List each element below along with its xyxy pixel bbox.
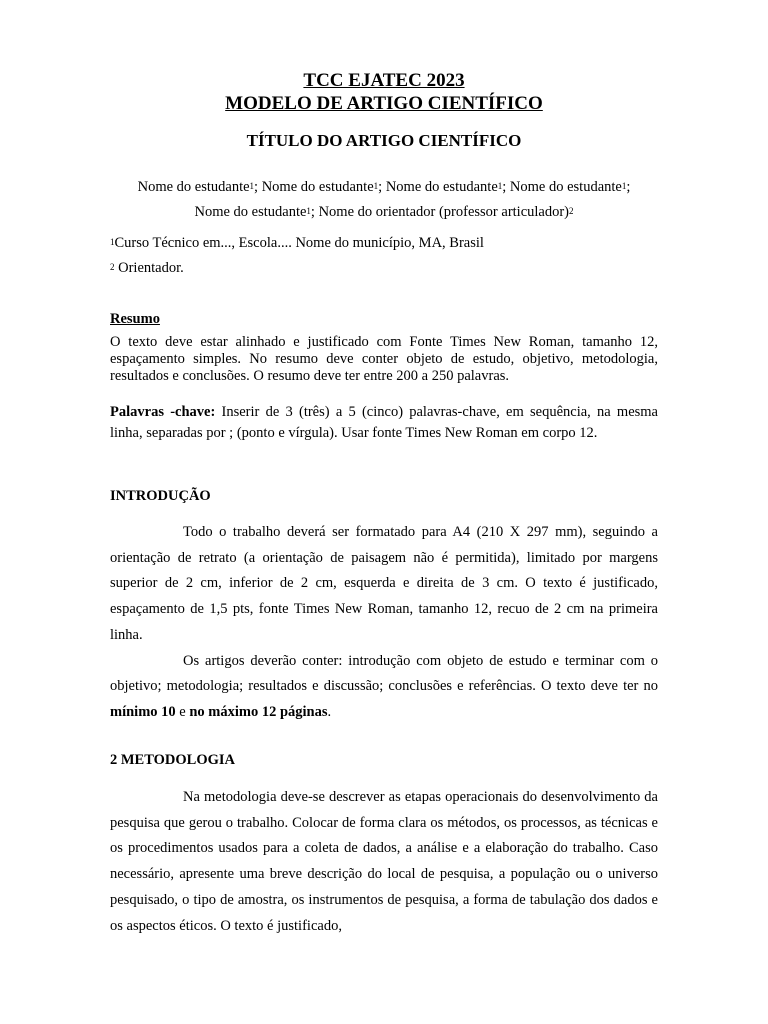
introducao-paragraph-1: Todo o trabalho deverá ser formatado para A4 (210 X 297 mm), seguindo a orientação de retrato (a orientação de paisagem não é permitida), limitado por margens superior de 2 cm, inferior de 2 cm, esquerda e direita de 3 cm. O texto é justificado, espaçamento de 1,5 pts, fonte Times New Roman, tamanho 12, recuo de 2 cm na primeira linha. (110, 524, 658, 643)
introducao-p2-min: mínimo 10 (110, 703, 176, 720)
author-sup: 1 (306, 206, 311, 216)
advisor-sup: 2 (569, 206, 574, 216)
affiliation-2-sup: 2 (110, 262, 115, 272)
author-sup: 1 (249, 181, 255, 191)
affiliation-1 (110, 234, 484, 252)
keywords-text: Inserir de 3 (três) a 5 (cinco) palavras-chave, em sequência, na mesma linha, separadas por ; (ponto e vírgula). Usar fonte Times New Roman em corpo 12. (110, 404, 658, 441)
title-block (0, 69, 768, 115)
introducao-heading: INTRODUÇÃO (110, 488, 211, 504)
author-sep: ; (378, 179, 386, 195)
author-sep: ; (502, 179, 510, 195)
author-sup: 1 (497, 181, 503, 191)
metodologia-paragraph-1: Na metodologia deve-se descrever as etapas operacionais do desenvolvimento da pesquisa que gerou o trabalho. Colocar de forma clara os métodos, os processos, as técnicas e os procedimentos usados para a coleta de dados, a análise e a elaboração do trabalho. Caso necessário, apresente uma breve descrição do local de pesquisa, a população ou o universo pesquisado, o tipo de amostra, os instrumentos de pesquisa, a forma de tabulação dos dados e os aspectos éticos. O texto é justificado, (110, 789, 658, 934)
keywords-paragraph (110, 402, 658, 443)
event-title: TCC EJATEC 2023 (303, 70, 465, 91)
affiliation-1-text: Curso Técnico em..., Escola.... Nome do município, MA, Brasil (114, 235, 484, 251)
introducao-p2-and: e (175, 703, 190, 720)
affiliation-2 (110, 259, 184, 277)
author-sup: 1 (621, 181, 627, 191)
introducao-p2-max: no máximo 12 páginas (189, 703, 328, 720)
resumo-heading: Resumo (110, 311, 160, 327)
introducao-body (110, 520, 658, 726)
author-list (0, 175, 768, 225)
introducao-p2-text: Os artigos deverão conter: introdução com objeto de estudo e terminar com o objetivo; metodologia; resultados e discussão; conclusões e referências. O texto deve ter no (110, 652, 658, 695)
author-sup: 1 (373, 181, 379, 191)
introducao-paragraph-2 (110, 649, 658, 726)
author-name: Nome do estudante (509, 179, 622, 195)
resumo-body: O texto deve estar alinhado e justificado com Fonte Times New Roman, tamanho 12, espaçamento simples. No resumo deve conter objeto de estudo, objetivo, metodologia, resultados e conclusões. O resumo deve ter entre 200 a 250 palavras. (110, 334, 658, 384)
author-name: Nome do estudante (137, 179, 250, 195)
affiliation-1-sup: 1 (110, 237, 115, 247)
keywords-label: Palavras -chave: (110, 404, 216, 420)
metodologia-heading: 2 METODOLOGIA (110, 752, 236, 768)
author-line-1 (0, 175, 768, 200)
affiliation-2-text: Orientador. (114, 260, 184, 276)
article-title: TÍTULO DO ARTIGO CIENTÍFICO (246, 131, 522, 150)
advisor-name: Nome do orientador (professor articulador) (318, 204, 570, 220)
author-line-2 (0, 200, 768, 225)
author-sep: ; (254, 179, 262, 195)
metodologia-body (110, 785, 658, 939)
template-title: MODELO DE ARTIGO CIENTÍFICO (225, 93, 543, 114)
author-sep: ; (310, 204, 319, 220)
introducao-p2-end: . (327, 703, 332, 720)
author-name: Nome do estudante (261, 179, 374, 195)
author-name: Nome do estudante (385, 179, 498, 195)
author-sep: ; (626, 179, 631, 195)
author-name: Nome do estudante (194, 204, 307, 220)
